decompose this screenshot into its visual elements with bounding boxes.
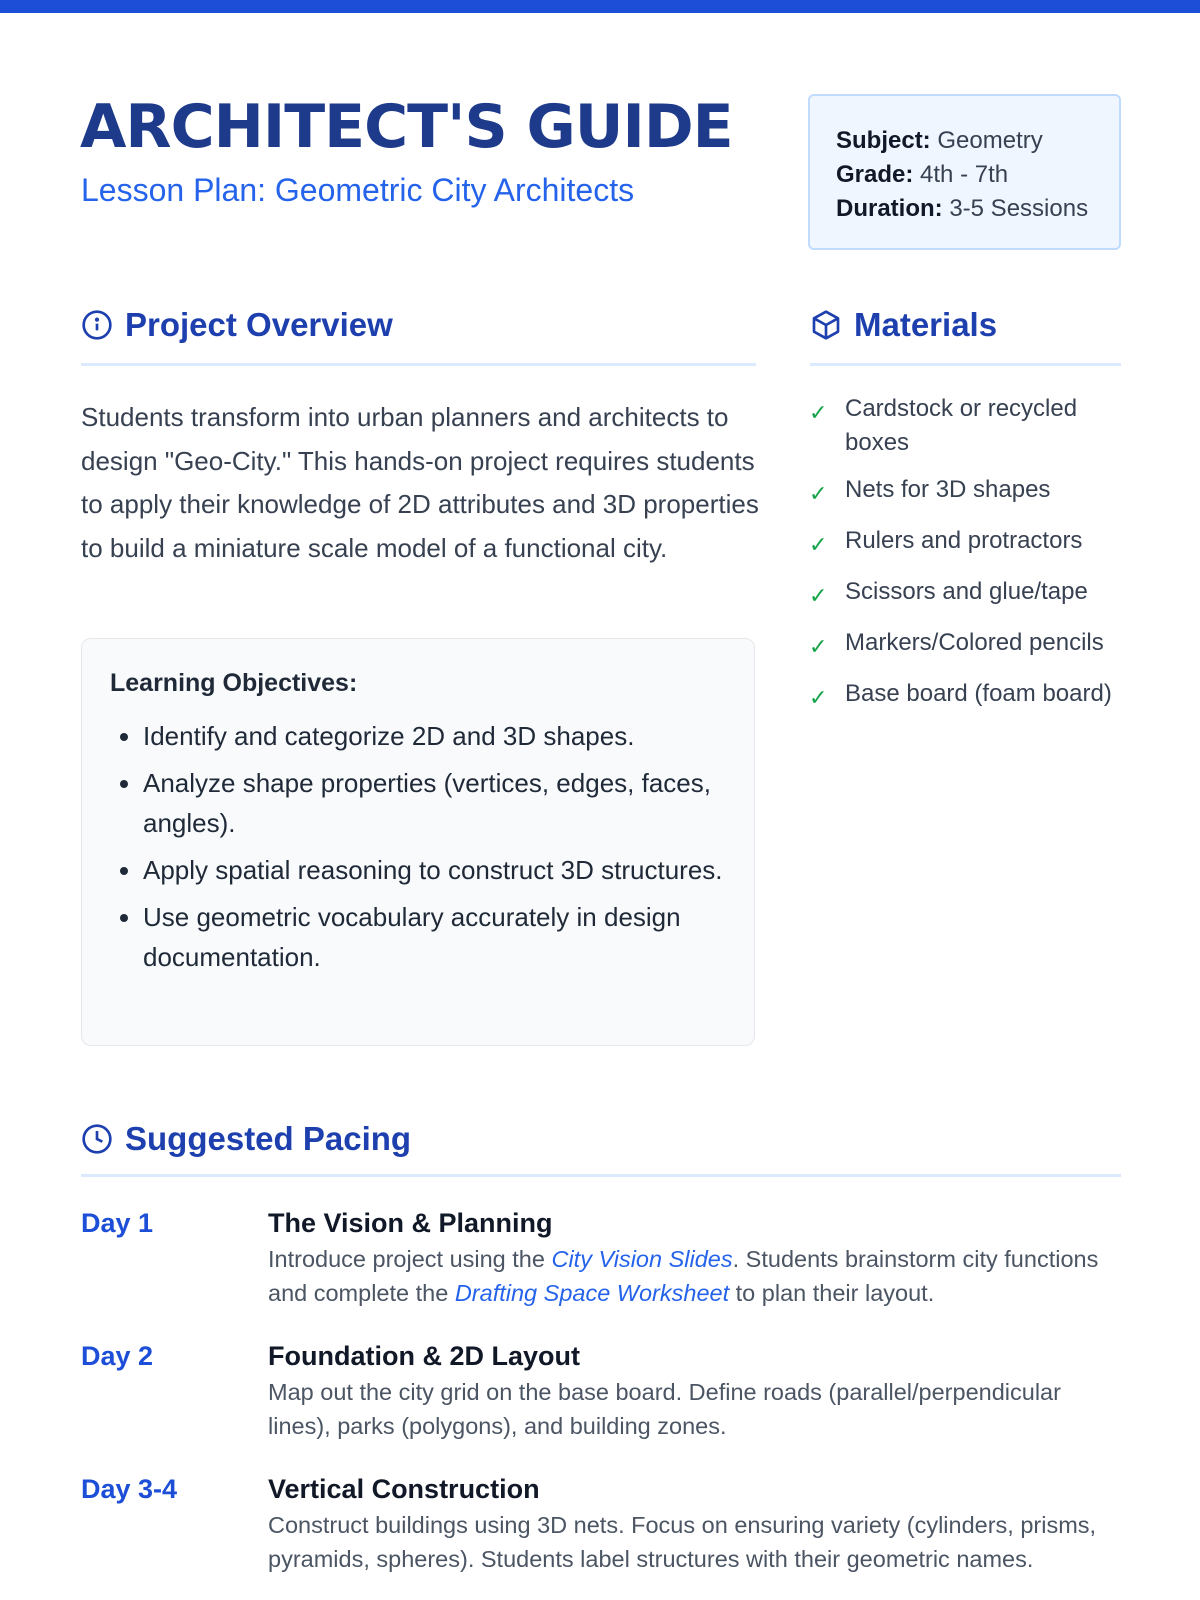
day-title: The Vision & Planning bbox=[268, 1208, 553, 1238]
day-description: Map out the city grid on the base board. Define roads (parallel/perpendicular lines), parks (polygons), and building zones. bbox=[268, 1379, 1061, 1439]
divider bbox=[81, 1174, 1121, 1177]
objective-item: • Apply spatial reasoning to construct 3D structures. bbox=[143, 850, 726, 890]
objective-item: • Analyze shape properties (vertices, edges, faces, angles). bbox=[143, 763, 726, 843]
divider bbox=[810, 363, 1121, 366]
check-icon: ✓ bbox=[809, 532, 828, 557]
material-item: ✓ Scissors and glue/tape bbox=[809, 575, 1129, 613]
objective-item: • Identify and categorize 2D and 3D shapes. bbox=[143, 716, 726, 756]
pacing-heading: Suggested Pacing bbox=[81, 1120, 411, 1158]
day-description: Introduce project using the City Vision Slides. Students brainstorm city functions and complete the Drafting Space Worksheet to plan their layout. bbox=[268, 1246, 1099, 1306]
grade-value: 4th - 7th bbox=[920, 161, 1009, 188]
overview-heading: Project Overview bbox=[81, 306, 393, 344]
divider bbox=[81, 363, 756, 366]
clock-icon bbox=[81, 1123, 113, 1155]
pacing-day-3-4 bbox=[81, 1474, 1121, 1576]
check-icon: ✓ bbox=[809, 685, 828, 710]
duration-label: Duration: bbox=[836, 195, 943, 222]
day-label: Day 1 bbox=[81, 1208, 154, 1238]
material-item: ✓ Nets for 3D shapes bbox=[809, 473, 1129, 511]
drafting-space-worksheet-link[interactable]: Drafting Space Worksheet bbox=[454, 1279, 730, 1306]
day-description: Construct buildings using 3D nets. Focus on ensuring variety (cylinders, prisms, pyramids, spheres). Students label structures with their geometric names. bbox=[268, 1512, 1097, 1572]
pacing-day-2 bbox=[81, 1341, 1121, 1443]
material-item: ✓ Base board (foam board) bbox=[809, 677, 1129, 715]
check-icon: ✓ bbox=[809, 400, 828, 425]
objectives-title: Learning Objectives: bbox=[110, 669, 358, 697]
day-label: Day 3-4 bbox=[81, 1474, 178, 1504]
day-title: Vertical Construction bbox=[268, 1474, 540, 1504]
materials-heading: Materials bbox=[810, 306, 997, 344]
check-icon: ✓ bbox=[809, 481, 828, 506]
pacing-day-1 bbox=[81, 1208, 1121, 1310]
subject-value: Geometry bbox=[937, 127, 1043, 154]
day-label: Day 2 bbox=[81, 1341, 154, 1371]
grade-label: Grade: bbox=[836, 161, 914, 188]
check-icon: ✓ bbox=[809, 634, 828, 659]
check-icon: ✓ bbox=[809, 583, 828, 608]
overview-text: Students transform into urban planners and architects to design "Geo-City." This hands-on project requires students to apply their knowledge of 2D attributes and 3D properties to build a miniature scale model of a functional city. bbox=[81, 402, 759, 563]
top-accent-bar bbox=[0, 0, 1200, 13]
cube-icon bbox=[810, 309, 842, 341]
material-item: ✓ Rulers and protractors bbox=[809, 524, 1129, 562]
info-icon bbox=[81, 309, 113, 341]
material-item: ✓ Cardstock or recycled boxes bbox=[809, 392, 1129, 460]
learning-objectives-box bbox=[81, 638, 755, 1046]
page-subtitle: Lesson Plan: Geometric City Architects bbox=[81, 172, 635, 208]
subject-label: Subject: bbox=[836, 127, 931, 154]
material-item: ✓ Markers/Colored pencils bbox=[809, 626, 1129, 664]
lesson-info-card bbox=[808, 94, 1121, 250]
city-vision-slides-link[interactable]: City Vision Slides bbox=[551, 1246, 733, 1272]
materials-list bbox=[809, 392, 1129, 728]
page-title: ARCHITECT'S GUIDE bbox=[80, 92, 733, 162]
objective-item: • Use geometric vocabulary accurately in design documentation. bbox=[143, 897, 726, 977]
day-title: Foundation & 2D Layout bbox=[268, 1341, 580, 1371]
duration-value: 3-5 Sessions bbox=[949, 195, 1089, 222]
